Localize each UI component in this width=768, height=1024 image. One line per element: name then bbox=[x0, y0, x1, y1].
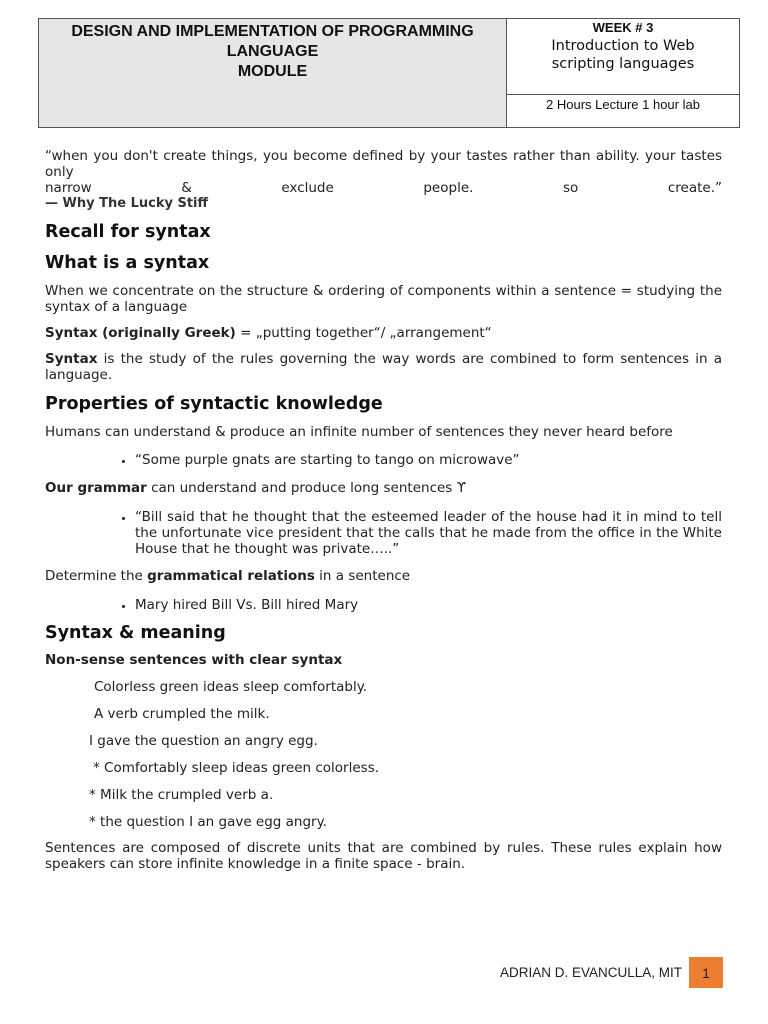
topic-line2: scripting languages bbox=[551, 56, 695, 72]
properties-paragraph-2 bbox=[45, 480, 722, 496]
example-sentence-2: A verb crumpled the milk. bbox=[94, 706, 270, 722]
quote-line2: narrow & exclude people. so create.” bbox=[45, 180, 722, 196]
properties-paragraph-3 bbox=[45, 568, 722, 584]
quote-attribution: — Why The Lucky Stiff bbox=[45, 196, 209, 211]
document-body bbox=[45, 148, 722, 872]
properties-heading: Properties of syntactic knowledge bbox=[45, 394, 383, 414]
properties-paragraph-1: Humans can understand & produce an infinite number of sentences they never heard before bbox=[45, 424, 673, 440]
example-sentence-4: * Comfortably sleep ideas green colorless. bbox=[93, 760, 380, 776]
module-title-line3: MODULE bbox=[237, 63, 308, 80]
what-paragraph-2 bbox=[45, 325, 722, 341]
week-cell bbox=[507, 19, 739, 95]
syntax-term: Syntax bbox=[45, 351, 98, 367]
footer-author: ADRIAN D. EVANCULLA, MIT bbox=[499, 965, 682, 980]
determine-rest: in a sentence bbox=[314, 568, 411, 584]
syntax-greek-meaning: = „putting together“/ „arrangement“ bbox=[235, 325, 492, 341]
quote-block bbox=[45, 148, 722, 212]
page-number-badge: 1 bbox=[689, 957, 723, 988]
bullet-list-1 bbox=[45, 452, 722, 468]
list-item: • “Bill said that he thought that the esteemed leader of the house had it in mind to tell the unfortunate vice president that the calls that he made from the office in the White House that he thought was private…..” bbox=[135, 509, 722, 557]
list-item: • “Some purple gnats are starting to tango on microwave” bbox=[135, 452, 722, 468]
syntax-definition: is the study of the rules governing the way words are combined to form sentences in a language. bbox=[45, 351, 722, 383]
example-sentence-5: * Milk the crumpled verb a. bbox=[89, 787, 274, 803]
header-info bbox=[507, 19, 739, 127]
week-label: WEEK # 3 bbox=[592, 20, 654, 35]
closing-paragraph: Sentences are composed of discrete units that are combined by rules. These rules explain how speakers can store infinite knowledge in a finite space - brain. bbox=[45, 840, 722, 872]
nonsense-heading: Non-sense sentences with clear syntax bbox=[45, 652, 343, 668]
topic-line1: Introduction to Web bbox=[551, 38, 695, 54]
module-title bbox=[39, 19, 507, 127]
what-paragraph-3 bbox=[45, 351, 722, 383]
module-title-line1: DESIGN AND IMPLEMENTATION OF PROGRAMMING bbox=[71, 23, 474, 40]
example-sentence-3: I gave the question an angry egg. bbox=[89, 733, 318, 749]
hours-cell: 2 Hours Lecture 1 hour lab bbox=[546, 97, 700, 112]
header-table bbox=[38, 18, 740, 128]
determine-text: Determine the bbox=[45, 568, 148, 584]
syntax-greek-term: Syntax (originally Greek) bbox=[45, 325, 236, 341]
what-heading: What is a syntax bbox=[45, 253, 210, 273]
bullet-list-2 bbox=[45, 509, 722, 557]
module-title-line2: LANGUAGE bbox=[226, 43, 319, 60]
grammatical-relations-term: grammatical relations bbox=[147, 568, 315, 584]
meaning-heading: Syntax & meaning bbox=[45, 623, 226, 643]
quote-line1: “when you don't create things, you become defined by your tastes rather than ability. your tastes only bbox=[45, 148, 722, 180]
our-grammar-term: Our grammar bbox=[45, 480, 147, 496]
example-sentence-6: * the question I an gave egg angry. bbox=[89, 814, 327, 830]
what-paragraph-1: When we concentrate on the structure & ordering of components within a sentence = studying the syntax of a language bbox=[45, 283, 722, 315]
bullet-list-3 bbox=[45, 597, 722, 613]
recall-heading: Recall for syntax bbox=[45, 222, 211, 242]
example-sentence-1: Colorless green ideas sleep comfortably. bbox=[94, 679, 368, 695]
list-item: • Mary hired Bill Vs. Bill hired Mary bbox=[135, 597, 722, 613]
our-grammar-text: can understand and produce long sentences ϒ bbox=[146, 480, 467, 496]
